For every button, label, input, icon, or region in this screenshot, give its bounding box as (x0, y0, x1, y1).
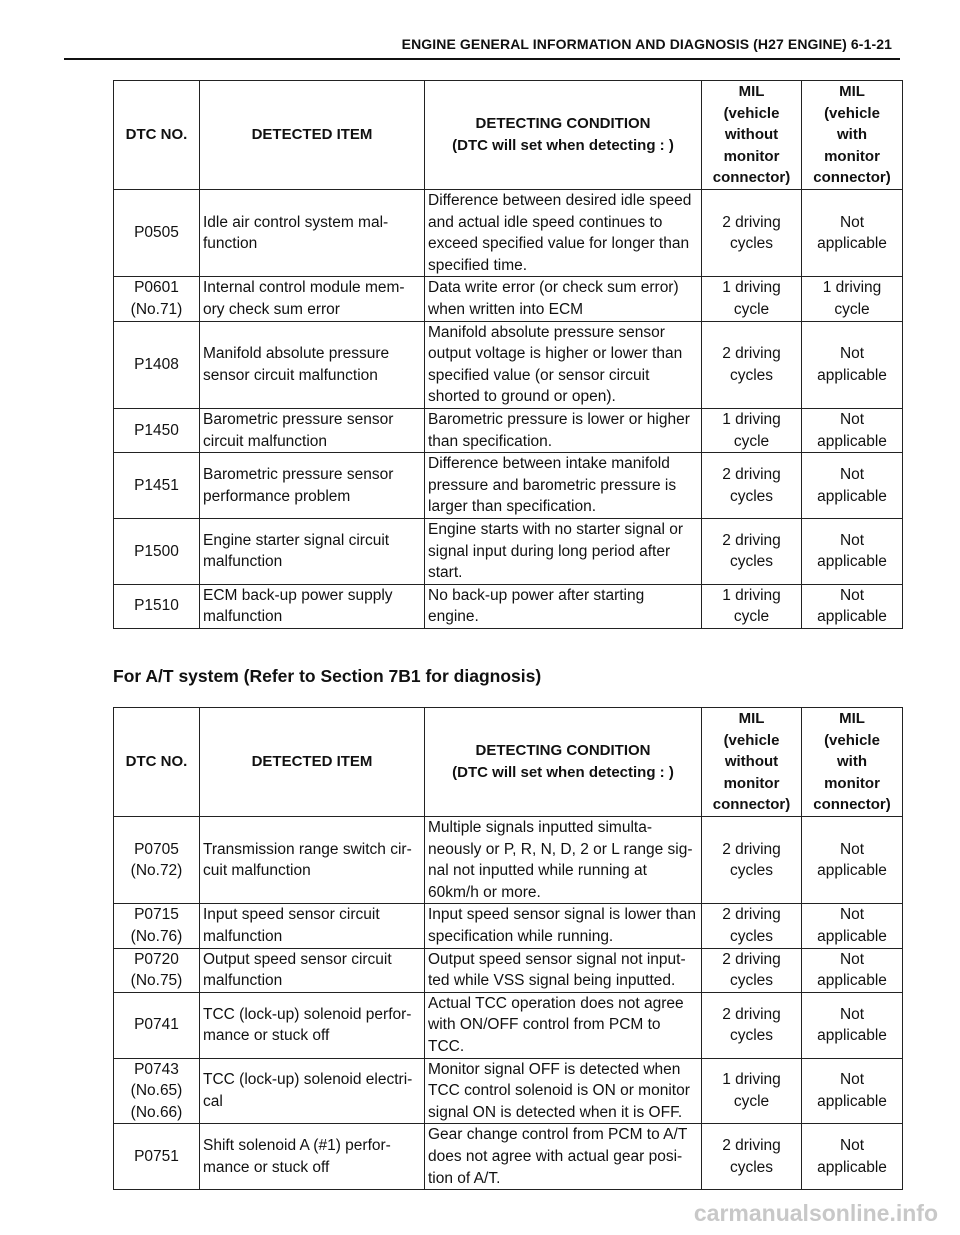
mil-with-monitor-cell: 1 driving cycle (802, 277, 903, 321)
at-dtc-table (113, 707, 903, 1190)
mil-with-monitor-cell: Not applicable (802, 1124, 903, 1190)
detecting-condition-cell: Output speed sensor signal not input- ted while VSS signal being inputted. (425, 948, 702, 992)
dtc-code-cell: P1408 (114, 321, 200, 408)
engine-dtc-table-body (114, 190, 903, 629)
detecting-condition-cell: Monitor signal OFF is detected when TCC control solenoid is ON or monitor signal ON is detected when it is OFF. (425, 1058, 702, 1124)
header-mil-without-monitor: MIL (vehicle without monitor connector) (702, 81, 802, 190)
mil-without-monitor-cell: 2 driving cycles (702, 904, 802, 948)
mil-with-monitor-cell: Not applicable (802, 584, 903, 628)
mil-with-monitor-cell: Not applicable (802, 817, 903, 904)
table-row (114, 1058, 903, 1124)
mil-without-monitor-cell: 2 driving cycles (702, 190, 802, 277)
detected-item-cell: Internal control module mem- ory check sum error (200, 277, 425, 321)
dtc-code-cell: P0743 (No.65) (No.66) (114, 1058, 200, 1124)
detecting-condition-cell: Difference between desired idle speed and actual idle speed continues to exceed specified value for longer than specified time. (425, 190, 702, 277)
dtc-code-cell: P0720 (No.75) (114, 948, 200, 992)
mil-without-monitor-cell: 1 driving cycle (702, 584, 802, 628)
table-row (114, 321, 903, 408)
table-row (114, 992, 903, 1058)
dtc-code-cell: P0601 (No.71) (114, 277, 200, 321)
header-rule (64, 58, 900, 60)
detected-item-cell: ECM back-up power supply malfunction (200, 584, 425, 628)
detected-item-cell: Engine starter signal circuit malfunction (200, 518, 425, 584)
table-row (114, 518, 903, 584)
mil-without-monitor-cell: 1 driving cycle (702, 1058, 802, 1124)
detected-item-cell: Input speed sensor circuit malfunction (200, 904, 425, 948)
detecting-condition-cell: No back-up power after starting engine. (425, 584, 702, 628)
table-row (114, 453, 903, 519)
mil-with-monitor-cell: Not applicable (802, 904, 903, 948)
mil-with-monitor-cell: Not applicable (802, 408, 903, 452)
mil-with-monitor-cell: Not applicable (802, 453, 903, 519)
table-row (114, 817, 903, 904)
section-heading-at-system: For A/T system (Refer to Section 7B1 for diagnosis) (113, 666, 542, 686)
mil-without-monitor-cell: 2 driving cycles (702, 321, 802, 408)
mil-without-monitor-cell: 2 driving cycles (702, 817, 802, 904)
dtc-code-cell: P1510 (114, 584, 200, 628)
table-header-row (114, 708, 903, 817)
dtc-code-cell: P1450 (114, 408, 200, 452)
site-watermark: carmanualsonline.info (693, 1200, 938, 1226)
detected-item-cell: Manifold absolute pressure sensor circuit malfunction (200, 321, 425, 408)
mil-without-monitor-cell: 1 driving cycle (702, 277, 802, 321)
detecting-condition-cell: Data write error (or check sum error) when written into ECM (425, 277, 702, 321)
detecting-condition-cell: Barometric pressure is lower or higher than specification. (425, 408, 702, 452)
mil-with-monitor-cell: Not applicable (802, 190, 903, 277)
table-row (114, 408, 903, 452)
header-mil-with-monitor: MIL (vehicle with monitor connector) (802, 708, 903, 817)
table-row (114, 904, 903, 948)
header-dtc-no: DTC NO. (114, 81, 200, 190)
mil-with-monitor-cell: Not applicable (802, 518, 903, 584)
dtc-code-cell: P0751 (114, 1124, 200, 1190)
at-dtc-table-body (114, 817, 903, 1190)
detected-item-cell: Shift solenoid A (#1) perfor- mance or stuck off (200, 1124, 425, 1190)
detecting-condition-cell: Input speed sensor signal is lower than specification while running. (425, 904, 702, 948)
detected-item-cell: Idle air control system mal- function (200, 190, 425, 277)
table-row (114, 1124, 903, 1190)
dtc-code-cell: P0505 (114, 190, 200, 277)
dtc-code-cell: P0705 (No.72) (114, 817, 200, 904)
mil-with-monitor-cell: Not applicable (802, 321, 903, 408)
detecting-condition-cell: Engine starts with no starter signal or signal input during long period after start. (425, 518, 702, 584)
header-mil-without-monitor: MIL (vehicle without monitor connector) (702, 708, 802, 817)
page-header-title: ENGINE GENERAL INFORMATION AND DIAGNOSIS (H27 ENGINE) 6-1-21 (401, 36, 892, 52)
mil-without-monitor-cell: 2 driving cycles (702, 948, 802, 992)
detected-item-cell: Barometric pressure sensor performance problem (200, 453, 425, 519)
mil-without-monitor-cell: 1 driving cycle (702, 408, 802, 452)
table-row (114, 584, 903, 628)
dtc-code-cell: P0715 (No.76) (114, 904, 200, 948)
header-mil-with-monitor: MIL (vehicle with monitor connector) (802, 81, 903, 190)
table-row (114, 948, 903, 992)
detected-item-cell: Output speed sensor circuit malfunction (200, 948, 425, 992)
mil-without-monitor-cell: 2 driving cycles (702, 992, 802, 1058)
mil-without-monitor-cell: 2 driving cycles (702, 518, 802, 584)
header-detecting-condition: DETECTING CONDITION (DTC will set when detecting : ) (425, 708, 702, 817)
dtc-code-cell: P0741 (114, 992, 200, 1058)
mil-with-monitor-cell: Not applicable (802, 992, 903, 1058)
detected-item-cell: Transmission range switch cir- cuit malfunction (200, 817, 425, 904)
dtc-code-cell: P1451 (114, 453, 200, 519)
table-row (114, 190, 903, 277)
table-row (114, 277, 903, 321)
header-detected-item: DETECTED ITEM (200, 708, 425, 817)
header-dtc-no: DTC NO. (114, 708, 200, 817)
detected-item-cell: TCC (lock-up) solenoid perfor- mance or stuck off (200, 992, 425, 1058)
table-header-row (114, 81, 903, 190)
detected-item-cell: Barometric pressure sensor circuit malfunction (200, 408, 425, 452)
detected-item-cell: TCC (lock-up) solenoid electri- cal (200, 1058, 425, 1124)
detecting-condition-cell: Manifold absolute pressure sensor output voltage is higher or lower than specified value (or sensor circuit shorted to ground or open). (425, 321, 702, 408)
header-detecting-condition: DETECTING CONDITION (DTC will set when detecting : ) (425, 81, 702, 190)
mil-with-monitor-cell: Not applicable (802, 948, 903, 992)
detecting-condition-cell: Actual TCC operation does not agree with ON/OFF control from PCM to TCC. (425, 992, 702, 1058)
detecting-condition-cell: Multiple signals inputted simulta- neously or P, R, N, D, 2 or L range sig- nal not inputted while running at 60km/h or more. (425, 817, 702, 904)
mil-without-monitor-cell: 2 driving cycles (702, 453, 802, 519)
dtc-code-cell: P1500 (114, 518, 200, 584)
detecting-condition-cell: Difference between intake manifold pressure and barometric pressure is larger than specification. (425, 453, 702, 519)
mil-without-monitor-cell: 2 driving cycles (702, 1124, 802, 1190)
mil-with-monitor-cell: Not applicable (802, 1058, 903, 1124)
header-detected-item: DETECTED ITEM (200, 81, 425, 190)
detecting-condition-cell: Gear change control from PCM to A/T does not agree with actual gear posi- tion of A/T. (425, 1124, 702, 1190)
engine-dtc-table (113, 80, 903, 629)
